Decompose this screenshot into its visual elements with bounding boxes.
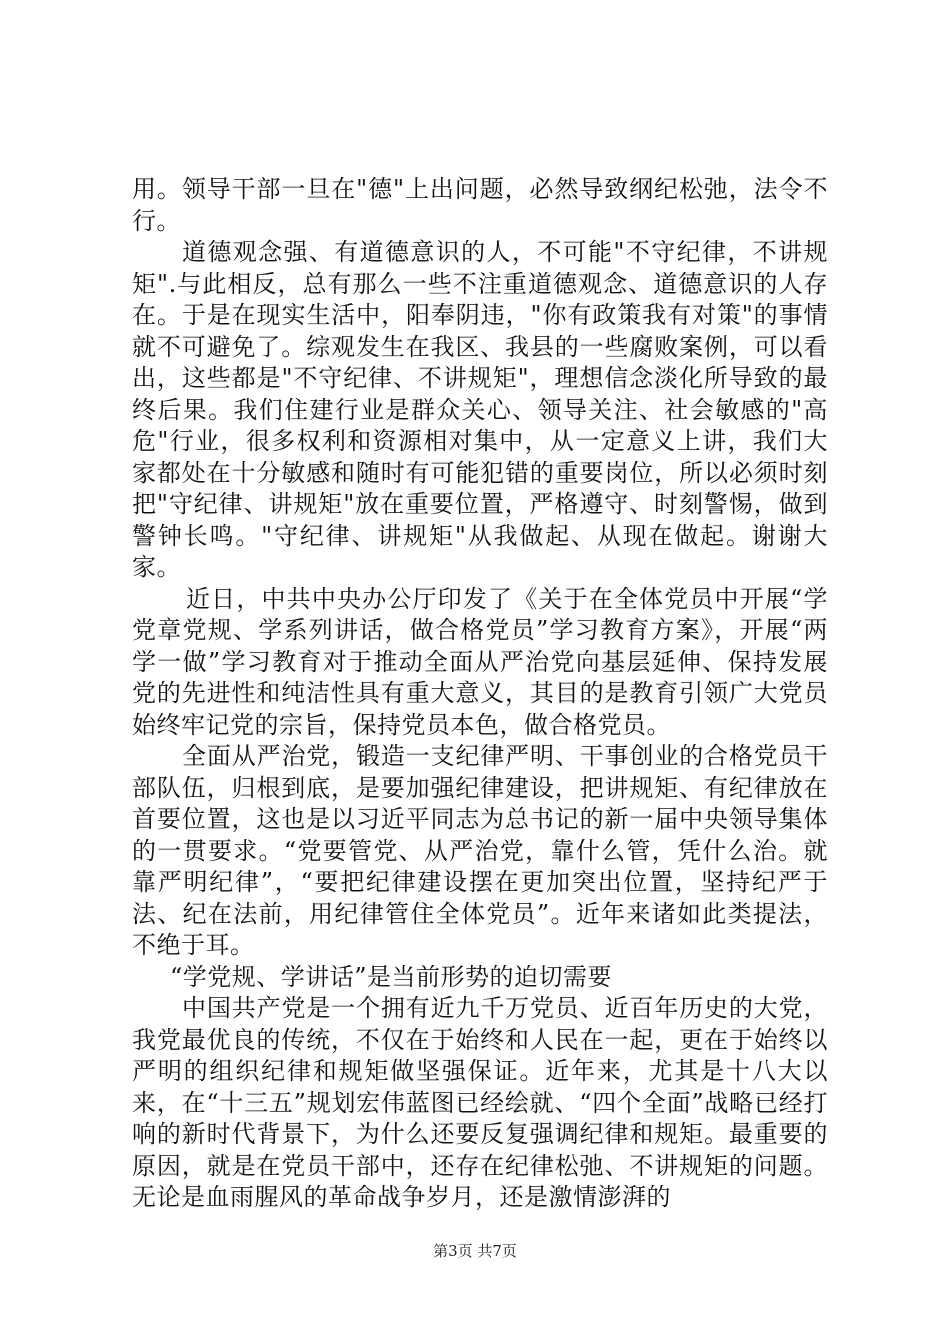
paragraph-2: 道德观念强、有道德意识的人，不可能"不守纪律，不讲规矩".与此相反，总有那么一些不注重道德观念、道德意识的人存在。于是在现实生活中，阳奉阴违，"你有政策我有对策"的事情就不可避免了。综观发生在我区、我县的一些腐败案例，可以看出，这些都是"不守纪律、不讲规矩"，理想信念淡化所导致的最终后果。我们住建行业是群众关心、领导关注、社会敏感的"高危"行业，很多权利和资源相对集中，从一定意义上讲，我们大家都处在十分敏感和随时有可能犯错的重要岗位，所以必须时刻把"守纪律、讲规矩"放在重要位置，严格遵守、时刻警惕，做到警钟长鸣。"守纪律、讲规矩"从我做起、从现在做起。谢谢大家。 <box>132 238 828 581</box>
section-heading: “学党规、学讲话”是当前形势的迫切需要 <box>170 962 613 991</box>
paragraph-4: 全面从严治党，锻造一支纪律严明、干事创业的合格党员干部队伍，归根到底，是要加强纪律建设，把讲规矩、有纪律放在首要位置，这也是以习近平同志为总书记的新一届中央领导集体的一贯要求。“党要管党、从严治党，靠什么管，凭什么治。就靠严明纪律”，“要把纪律建设摆在更加突出位置，坚持纪严于法、纪在法前，用纪律管住全体党员”。近年来诸如此类提法，不绝于耳。 <box>132 742 828 959</box>
document-body <box>132 174 828 1214</box>
page-footer: 第3页 共7页 <box>433 1242 517 1260</box>
paragraph-1: 用。领导干部一旦在"德"上出问题，必然导致纲纪松弛，法令不行。 <box>132 175 828 235</box>
paragraph-5: 中国共产党是一个拥有近九千万党员、近百年历史的大党，我党最优良的传统，不仅在于始终和人民在一起，更在于始终以严明的组织纪律和规矩做坚强保证。近年来，尤其是十八大以来，在“十三五”规划宏伟蓝图已经绘就、“四个全面”战略已经打响的新时代背景下，为什么还要反复强调纪律和规矩。最重要的原因，就是在党员干部中，还存在纪律松弛、不讲规矩的问题。无论是血雨腥风的革命战争岁月，还是激情澎湃的 <box>132 994 828 1211</box>
paragraph-3: 近日，中共中央办公厅印发了《关于在全体党员中开展“学党章党规、学系列讲话，做合格党员”学习教育方案》，开展“两学一做”学习教育对于推动全面从严治党向基层延伸、保持发展党的先进性和纯洁性具有重大意义，其目的是教育引领广大党员始终牢记党的宗旨，保持党员本色，做合格党员。 <box>132 584 828 739</box>
